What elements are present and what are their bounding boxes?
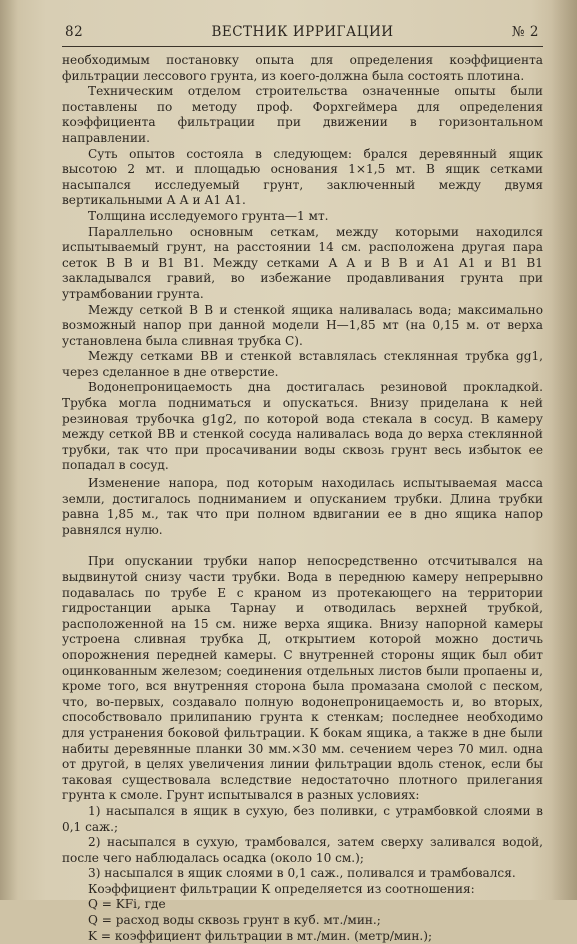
paragraph: При опускании трубки напор непосредственно отсчитывался на выдвинутой снизу части трубки. Вода в переднюю камеру непрерывно подавалась по трубе Е с краном из протекающего на территории гидростанции арыка Тарнау и отводилась верхней трубкой, расположенной на 15 см. ниже верха ящика. Внизу напорной камеры устроена сливная трубка Д, открытием которой можно достичь опорожнения передней камеры. С внутренней стороны ящик был обит оцинкованным железом; соединения отдельных листов были пропаены и, кроме того, вся внутренняя сторона была промазана смолой с песком, что, во-первых, создавало полную водонепроницаемость и, во вторых, способствовало прилипанию грунта к стенкам; последнее необходимо для устранения боковой фильтрации. К бокам ящика, а также в дне были набиты деревянные планки 30 мм.×30 мм. сечением через 70 мил. одна от другой, в целях увеличения линии фильтрации вдоль стенок, если бы таковая существовала вследствие недостаточно плотного прилегания грунта к смоле. Грунт испытывался в разных условиях: <box>62 554 543 803</box>
paragraph: Изменение напора, под которым находилась испытываемая масса земли, достигалось подниманием и опусканием трубки. Длина трубки равна 1,85 м., так что при полном вдвигании ее в дно ящика напор равнялся нулю. <box>62 476 543 537</box>
formula: Q = KFi, где <box>88 897 166 912</box>
page-number: 82 <box>65 24 84 40</box>
paragraph: Между сетками ВВ и стенкой вставлялась стеклянная трубка gg1, через сделанное в дне отверстие. <box>62 349 543 379</box>
formula-definition: Q = расход воды сквозь грунт в куб. мт./мин.; <box>88 913 381 928</box>
page-spine-shadow <box>0 0 18 900</box>
paragraph: Параллельно основным сеткам, между которыми находился испытываемый грунт, на расстоянии 14 см. расположена другая пара сеток В В и В1 В1. Между сетками А А и В В и А1 А1 и В1 В1 закладывался гравий, во избежание продавливания грунта при утрамбовании грунта. <box>62 224 543 301</box>
paragraph: Между сеткой В В и стенкой ящика наливалась вода; максимально возможный напор при данной модели Н—1,85 мт (на 0,15 м. от верха установлена была сливная трубка С). <box>62 302 543 348</box>
paragraph: Техническим отделом строительства означенные опыты были поставлены по методу проф. Форхгеймера для определения коэффициента фильтрации при движении в горизонтальном направлении. <box>62 84 543 145</box>
page-header <box>62 22 543 47</box>
paragraph: Толщина исследуемого грунта—1 мт. <box>88 208 329 223</box>
paragraph: необходимым постановку опыта для определения коэффициента фильтрации лессового грунта, из коего-должна была состоять плотина. <box>62 53 543 83</box>
body-text <box>62 53 543 944</box>
paragraph: Коэффициент фильтрации К определяется из соотношения: <box>88 881 475 896</box>
page-edge-shadow <box>551 0 577 900</box>
issue-number: № 2 <box>511 24 539 40</box>
list-item: 1) насыпался в ящик в сухую, без поливки, с утрамбовкой слоями в 0,1 саж.; <box>62 803 543 834</box>
paragraph: Суть опытов состояла в следующем: брался деревянный ящик высотою 2 мт. и площадью основания 1×1,5 мт. В ящик сетками насыпался исследуемый грунт, заключенный между двумя вертикальными А А и А1 А1. <box>62 146 543 208</box>
list-item: 3) насыпался в ящик слоями в 0,1 саж., поливался и трамбовался. <box>88 866 516 881</box>
list-item: 2) насыпался в сухую, трамбовался, затем сверху заливался водой, после чего наблюдалась осадка (около 10 см.); <box>62 835 543 865</box>
journal-title: ВЕСТНИК ИРРИГАЦИИ <box>211 24 394 40</box>
paragraph: Водонепроницаемость дна достигалась резиновой прокладкой. Трубка могла подниматься и опускаться. Внизу приделана к ней резиновая трубочка g1g2, по которой вода стекала в сосуд. В камеру между сеткой ВВ и стенкой сосуда наливалась вода до верха стеклянной трубки, так что при просачивании воды сквозь грунт весь избыток ее попадал в сосуд. <box>62 380 543 473</box>
formula-definition: K = коэффициент фильтрации в мт./мин. (метр/мин.); <box>88 928 433 943</box>
section-gap <box>62 538 543 554</box>
